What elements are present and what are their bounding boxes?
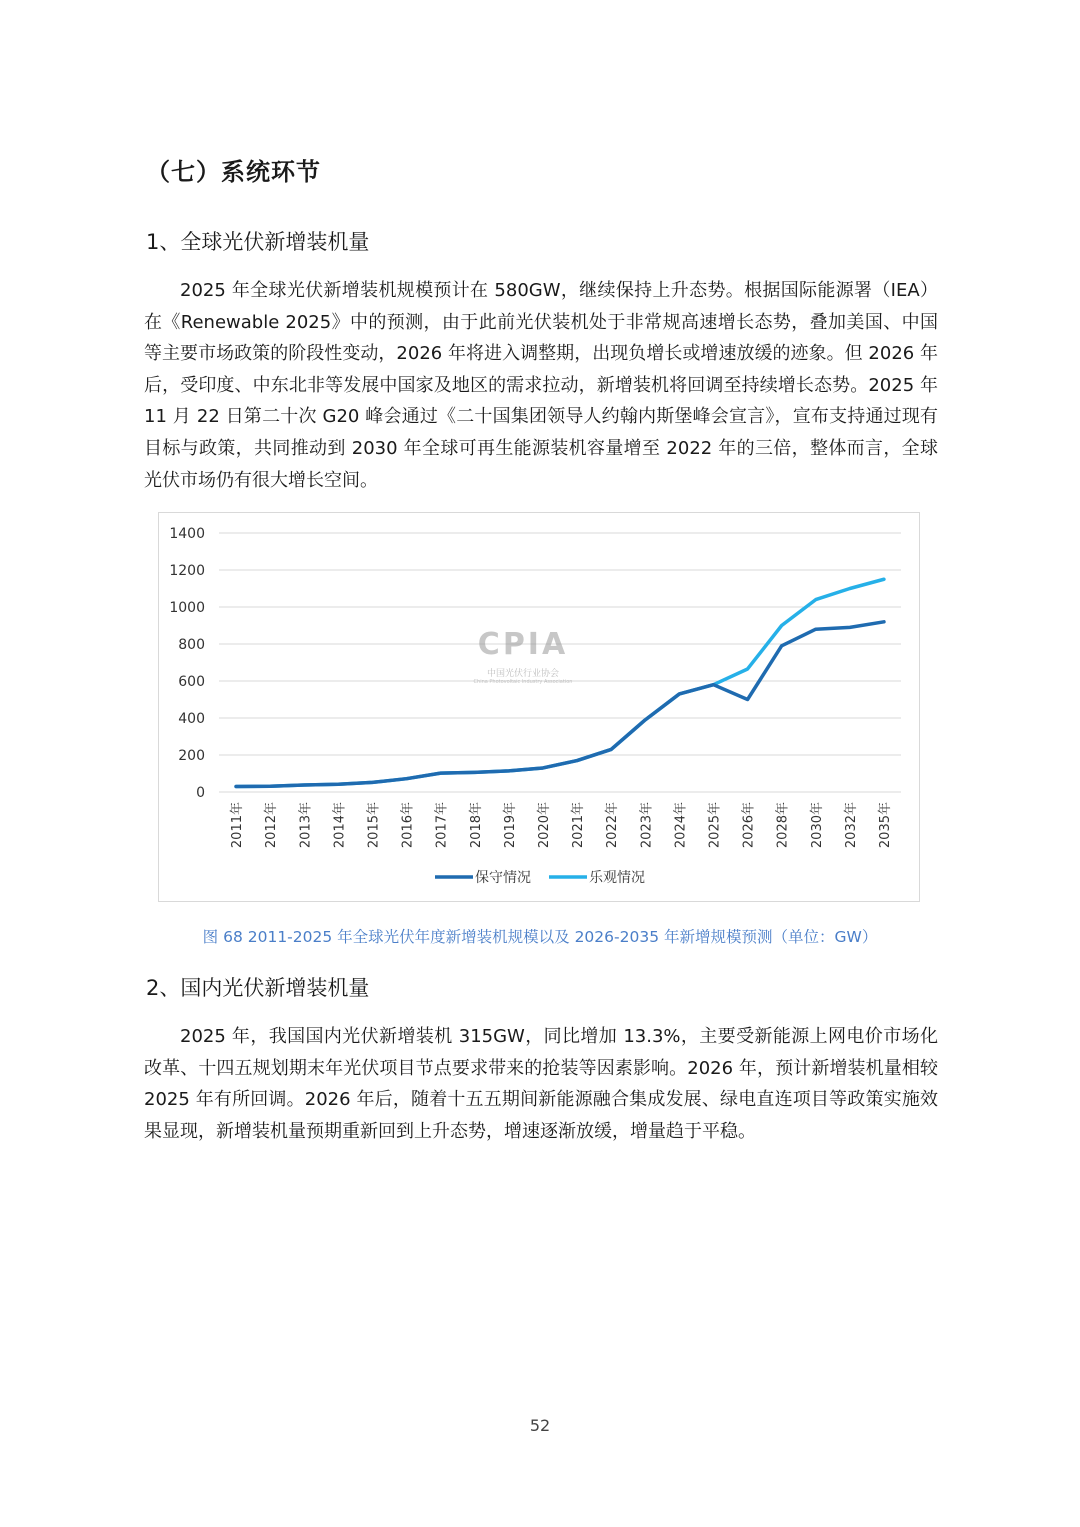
y-tick-label: 1400: [169, 526, 205, 542]
x-tick-label: 2024年: [673, 802, 689, 849]
y-tick-label: 800: [178, 637, 205, 653]
y-tick-label: 200: [178, 748, 205, 764]
x-tick-label: 2021年: [571, 802, 587, 849]
chart-container: [158, 512, 920, 902]
paragraph-global: 2025 年全球光伏新增装机规模预计在 580GW，继续保持上升态势。根据国际能源署（IEA）在《Renewable 2025》中的预测，由于此前光伏装机处于非常规高速增长态势，叠加美国、中国等主要市场政策的阶段性变动，2026 年将进入调整期，出现负增长或增速放缓的迹象。但 2026 年后，受印度、中东北非等发展中国家及地区的需求拉动，新增装机将回调至持续增长态势。2025 年 11 月 22 日第二十次 G20 峰会通过《二十国集团领导人约翰内斯堡峰会宣言》，宣布支持通过现有目标与政策，共同推动到 2030 年全球可再生能源装机容量增至 2022 年的三倍，整体而言，全球光伏市场仍有很大增长空间。: [144, 280, 938, 491]
y-tick-label: 1200: [169, 563, 205, 579]
y-axis-ticks: [169, 526, 205, 801]
x-tick-label: 2018年: [468, 802, 484, 849]
page-number: 52: [529, 1416, 551, 1435]
cpia-watermark: [458, 628, 588, 685]
x-tick-label: 2016年: [400, 802, 416, 849]
x-tick-label: 2019年: [502, 802, 518, 849]
x-tick-label: 2015年: [366, 802, 382, 849]
line-chart: [159, 513, 921, 903]
figure-caption: 图 68 2011-2025 年全球光伏年度新增装机规模以及 2026-2035 年新增规模预测（单位：GW）: [202, 928, 878, 946]
x-tick-label: 2028年: [775, 802, 791, 849]
x-tick-label: 2032年: [843, 802, 859, 849]
chart-legend: [435, 869, 645, 886]
paragraph-domestic: 2025 年，我国国内光伏新增装机 315GW，同比增加 13.3%，主要受新能源上网电价市场化改革、十四五规划期末年光伏项目节点要求带来的抢装等因素影响。2026 年，预计新增装机量相较 2025 年有所回调。2026 年后，随着十五五期间新能源融合集成发展、绿电直连项目等政策实施效果显现，新增装机量预期重新回到上升态势，增速逐渐放缓，增量趋于平稳。: [144, 1026, 938, 1142]
y-tick-label: 400: [178, 711, 205, 727]
x-tick-label: 2014年: [332, 802, 348, 849]
y-tick-label: 1000: [169, 600, 205, 616]
subsection-title-global: 1、全球光伏新增装机量: [146, 230, 370, 254]
subsection-title-domestic: 2、国内光伏新增装机量: [146, 976, 370, 1000]
section-title: （七）系统环节: [146, 158, 321, 186]
x-tick-label: 2030年: [809, 802, 825, 849]
x-tick-label: 2035年: [877, 802, 893, 849]
y-tick-label: 0: [196, 785, 205, 801]
watermark-english: China Photovoltaic Industry Association: [473, 679, 573, 685]
x-tick-label: 2022年: [605, 802, 621, 849]
legend-label: 乐观情况: [589, 870, 645, 886]
x-tick-label: 2026年: [741, 802, 757, 849]
x-tick-label: 2017年: [434, 802, 450, 849]
watermark-subtitle: 中国光伏行业协会: [486, 669, 559, 679]
x-tick-label: 2013年: [298, 802, 314, 849]
watermark-logo: CPIA: [477, 627, 569, 662]
x-tick-label: 2020年: [536, 802, 552, 849]
x-tick-label: 2012年: [264, 802, 280, 849]
x-tick-label: 2025年: [707, 802, 723, 849]
x-axis-ticks: [229, 802, 893, 848]
x-tick-label: 2023年: [639, 802, 655, 849]
y-tick-label: 600: [178, 674, 205, 690]
x-tick-label: 2011年: [230, 802, 246, 849]
legend-label: 保守情况: [475, 870, 531, 886]
